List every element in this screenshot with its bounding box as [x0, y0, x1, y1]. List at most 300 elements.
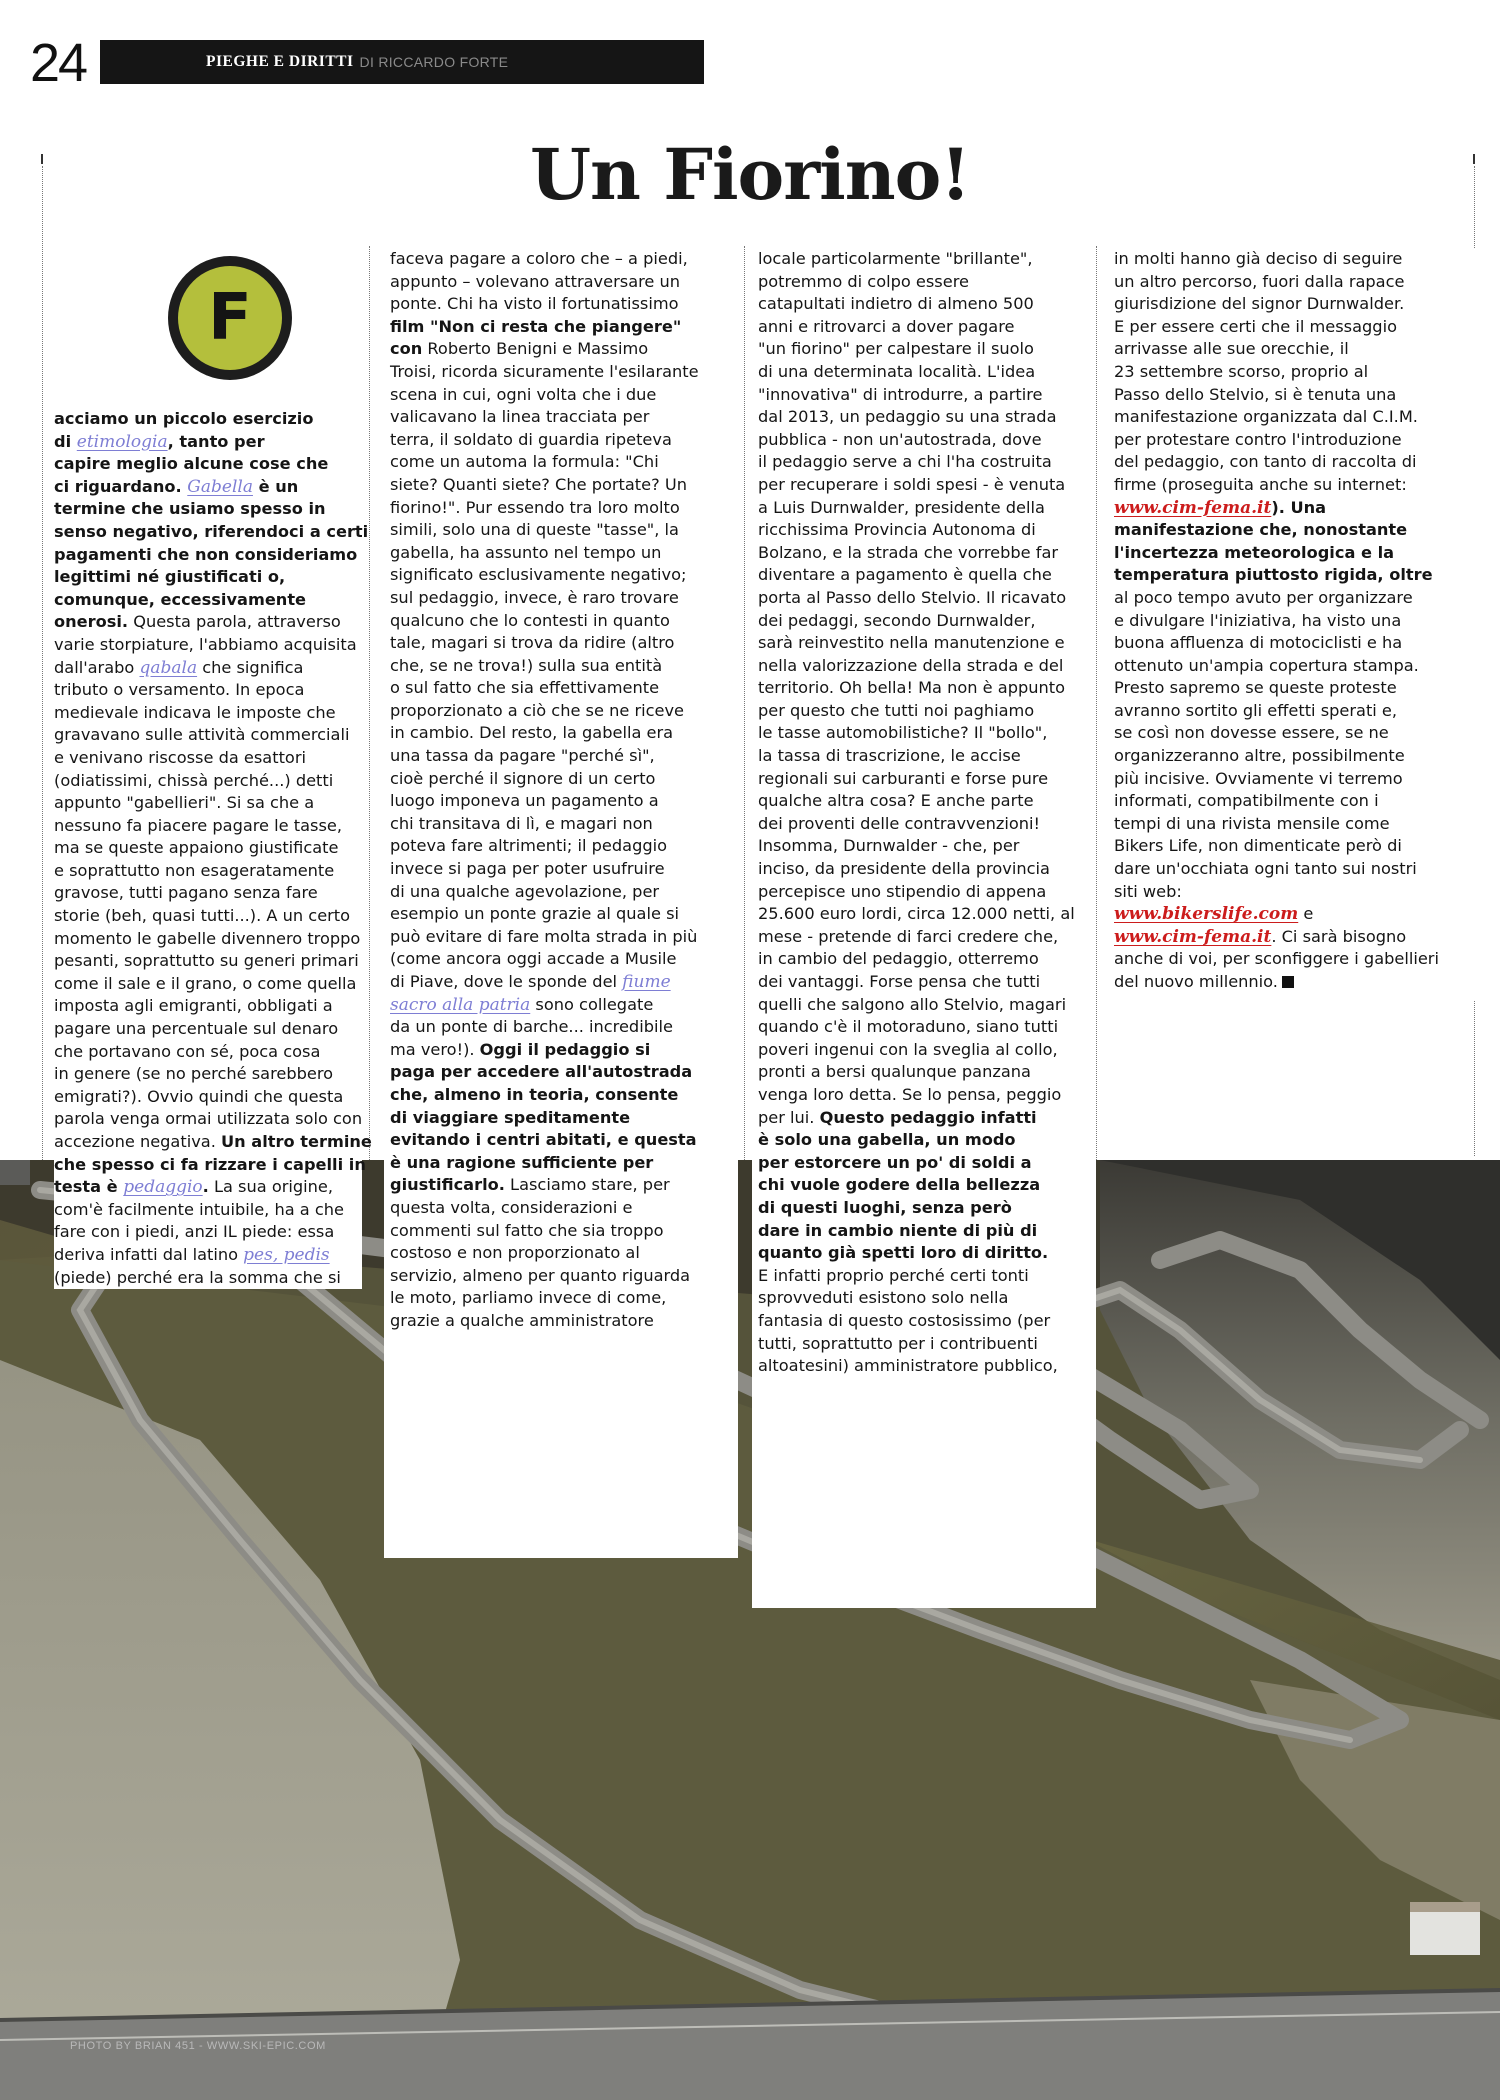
text-line [1114, 700, 1472, 723]
article-column-3 [752, 248, 1096, 1608]
body-text: qualche altra cosa? E anche parte [758, 791, 1034, 811]
text-line [390, 1039, 734, 1062]
body-text: tutti, soprattutto per i contribuenti [758, 1333, 1038, 1353]
body-text: porta al Passo dello Stelvio. Il ricavato [758, 587, 1067, 607]
body-text: chi transitava di lì, e magari non [390, 813, 653, 833]
body-text: dei proventi delle contravvenzioni! [758, 813, 1040, 833]
text-line [758, 655, 1092, 678]
body-text: faceva pagare a coloro che – a piedi, [390, 249, 688, 268]
drop-cap [168, 256, 292, 380]
body-text: Bikers Life, non dimenticate però di [1114, 836, 1402, 856]
body-text: nella valorizzazione della strada e del [758, 655, 1064, 675]
body-text: scena in cui, ogni volta che i due [390, 384, 657, 404]
text-line [390, 790, 734, 813]
text-line [1114, 338, 1472, 361]
text-line [1114, 971, 1472, 994]
text-line [390, 384, 734, 407]
body-text: come il sale e il grano, o come quella [54, 973, 357, 993]
body-text: le tasse automobilistiche? Il "bollo", [758, 723, 1048, 743]
bold-text: manifestazione che, nonostante [1114, 520, 1408, 540]
bold-text: pagamenti che non consideriamo [54, 544, 358, 564]
text-line [758, 587, 1092, 610]
body-text: ottenuto un'ampia copertura stampa. [1114, 655, 1419, 675]
body-text: una tassa da pagare "perché sì", [390, 746, 655, 766]
bold-text: termine che usiamo spesso in [54, 499, 326, 519]
text-line [758, 1287, 1092, 1310]
text-line [390, 1287, 734, 1310]
text-line [758, 745, 1092, 768]
body-text: medievale indicava le imposte che [54, 702, 336, 722]
body-text: siete? Quanti siete? Che portate? Un [390, 474, 687, 494]
text-line [758, 768, 1092, 791]
body-text: a Luis Durnwalder, presidente della [758, 497, 1045, 517]
bold-text: ci riguardano. [54, 476, 188, 496]
body-text: e [1298, 904, 1314, 924]
text-line [390, 722, 734, 745]
text-line [758, 361, 1092, 384]
text-line [390, 1242, 734, 1265]
body-text: dal 2013, un pedaggio su una strada [758, 407, 1057, 427]
text-line [758, 293, 1092, 316]
text-line [390, 881, 734, 904]
body-text: anni e ritrovarci a dover pagare [758, 316, 1015, 336]
drop-cap-ring [178, 266, 282, 370]
body-text: regionali sui carburanti e forse pure [758, 768, 1049, 788]
text-line [758, 881, 1092, 904]
body-text: che portavano con sé, poca cosa [54, 1041, 321, 1061]
body-text: di una qualche agevolazione, per [390, 881, 660, 901]
text-line [54, 1154, 366, 1177]
body-text: tempi di una rivista mensile come [1114, 813, 1390, 833]
text-line [758, 722, 1092, 745]
section-name: PIEGHE E DIRITTI [206, 53, 354, 70]
text-line [758, 519, 1092, 542]
text-line [390, 361, 734, 384]
text-line [54, 611, 358, 634]
body-text: luogo imponeva un pagamento a [390, 791, 659, 811]
body-text: fare con i piedi, anzi IL piede: essa [54, 1222, 335, 1242]
text-line [54, 408, 358, 431]
text-line [390, 858, 734, 881]
body-text: Insomma, Durnwalder - che, per [758, 836, 1020, 856]
body-text: (come ancora oggi accade a Musile [390, 949, 677, 969]
text-line [54, 1176, 358, 1199]
body-text: ma vero!). [390, 1039, 480, 1059]
text-line [1114, 564, 1472, 587]
body-text: percepisce uno stipendio di appena [758, 881, 1047, 901]
body-text: invece si paga per poter usufruire [390, 859, 665, 879]
body-text: o sul fatto che sia effettivamente [390, 678, 660, 698]
text-line [1114, 926, 1472, 949]
text-line [758, 1152, 1092, 1175]
bold-text: , tanto per [167, 431, 265, 451]
text-line [758, 1016, 1092, 1039]
bold-text: per estorcere un po' di soldi a [758, 1152, 1032, 1172]
text-line [390, 497, 734, 520]
body-text: venga loro detta. Se lo pensa, peggio [758, 1084, 1062, 1104]
text-line [390, 587, 734, 610]
text-line [390, 429, 734, 452]
body-text: del nuovo millennio. [1114, 972, 1278, 991]
text-line [1114, 406, 1472, 429]
body-text: dei vantaggi. Forse pensa che tutti [758, 972, 1041, 991]
body-text: deriva infatti dal latino [54, 1244, 244, 1264]
text-line [54, 973, 358, 996]
text-line [54, 1018, 358, 1041]
body-text: Presto sapremo se queste proteste [1114, 678, 1397, 698]
body-text: gabella, ha assunto nel tempo un [390, 542, 662, 562]
body-text: (piede) perché era la somma che si [54, 1267, 341, 1287]
text-line [1114, 813, 1472, 836]
body-text: se così non dovesse essere, se ne [1114, 723, 1389, 743]
text-line [758, 564, 1092, 587]
text-line [54, 702, 358, 725]
article-title: Un Fiorino! [529, 133, 971, 216]
bold-text: acciamo un piccolo esercizio [54, 409, 314, 428]
article-column-1 [54, 408, 372, 1289]
bold-text: capire meglio alcune cose che [54, 454, 329, 474]
text-line [758, 971, 1092, 994]
body-text: esempio un ponte grazie al quale si [390, 904, 679, 924]
body-text: parola venga ormai utilizzata solo con [54, 1109, 363, 1129]
text-line [54, 657, 358, 680]
body-text: manifestazione organizzata dal C.I.M. [1114, 407, 1418, 427]
body-text: poteva fare altrimenti; il pedaggio [390, 836, 668, 856]
body-text: com'è facilmente intuibile, ha a che [54, 1199, 344, 1219]
body-text: La sua origine, [208, 1177, 334, 1197]
text-line [758, 1107, 1092, 1130]
bold-text: è un [252, 476, 299, 496]
text-line [54, 1041, 358, 1064]
author-byline: DI RICCARDO FORTE [359, 54, 509, 70]
body-text: Troisi, ricorda sicuramente l'esilarante [390, 361, 699, 381]
text-line [758, 248, 1092, 271]
bold-text: evitando i centri abitati, e questa [390, 1130, 697, 1150]
body-text: mese - pretende di farci credere che, [758, 926, 1059, 946]
text-line [1114, 881, 1472, 904]
end-mark [1282, 976, 1294, 988]
text-line [54, 1063, 358, 1086]
bold-text: . [202, 1177, 209, 1197]
etymology-term: pedaggio [123, 1177, 203, 1198]
body-text: 23 settembre scorso, proprio al [1114, 361, 1369, 381]
text-line [390, 677, 734, 700]
body-text: in molti hanno già deciso di seguire [1114, 249, 1403, 268]
etymology-term: fiume [622, 972, 671, 992]
body-text: del pedaggio, con tanto di raccolta di [1114, 452, 1417, 472]
text-line [758, 1220, 1092, 1243]
text-line [390, 768, 734, 791]
body-text: imposta agli emigranti, obbligati a [54, 996, 333, 1016]
text-line [390, 1197, 734, 1220]
body-text: simili, solo una di queste "tasse", la [390, 520, 679, 540]
text-line [390, 406, 734, 429]
body-text: giurisdizione del signor Durnwalder. [1114, 294, 1405, 314]
body-text: che significa [197, 657, 304, 677]
body-text: altoatesini) amministratore pubblico, [758, 1356, 1058, 1376]
text-line [758, 835, 1092, 858]
text-line [758, 790, 1092, 813]
text-line [390, 835, 734, 858]
text-line [54, 1108, 363, 1131]
body-text: in genere (se no perché sarebbero [54, 1064, 334, 1084]
text-line [390, 813, 734, 836]
text-line [390, 451, 734, 474]
website-link[interactable]: www.cim-fema.it [1114, 497, 1272, 518]
body-text: ricchissima Provincia Autonoma di [758, 520, 1036, 540]
text-line [390, 1174, 734, 1197]
body-text: e divulgare l'iniziativa, ha visto una [1114, 610, 1402, 630]
body-text: quando c'è il motoraduno, siano tutti [758, 1017, 1059, 1037]
body-text: fantasia di questo costosissimo (per [758, 1310, 1051, 1330]
text-line [390, 248, 734, 271]
text-line [758, 994, 1092, 1017]
text-line [390, 1129, 734, 1152]
body-text: pronti a bersi qualunque panzana [758, 1062, 1031, 1082]
body-text: significato esclusivamente negativo; [390, 565, 687, 585]
text-line [390, 293, 734, 316]
bold-text: che spesso ci fa rizzare i capelli in [54, 1154, 366, 1174]
text-line [758, 271, 1092, 294]
body-text: E infatti proprio perché certi tonti [758, 1265, 1029, 1285]
body-text: sono collegate [530, 994, 654, 1014]
body-text: storie (beh, quasi tutti...). A un certo [54, 906, 351, 926]
text-line [54, 882, 358, 905]
text-line [1114, 361, 1472, 384]
bold-text: di [54, 431, 77, 451]
body-text: di una determinata località. L'idea [758, 361, 1036, 381]
bold-text: onerosi. [54, 612, 129, 632]
body-text: al poco tempo avuto per organizzare [1114, 587, 1413, 607]
text-line [1114, 384, 1472, 407]
body-text: cioè perché il signore di un certo [390, 768, 656, 788]
body-text: sarà reinvestito nella manutenzione e [758, 633, 1065, 653]
text-line [390, 519, 734, 542]
text-line [54, 995, 358, 1018]
text-line [758, 948, 1092, 971]
text-line [1114, 903, 1472, 926]
body-text: come un automa la formula: "Chi [390, 452, 659, 472]
text-line [1114, 519, 1472, 542]
bold-text: quanto già spetti loro di diritto. [758, 1243, 1049, 1263]
text-line [758, 316, 1092, 339]
photo-illustration [0, 1160, 1500, 2100]
text-line [1114, 248, 1472, 271]
body-text: Roberto Benigni e Massimo [422, 339, 649, 359]
website-link[interactable]: www.cim-fema.it [1114, 926, 1272, 947]
text-line [390, 564, 734, 587]
body-text: per questo che tutti noi paghiamo [758, 700, 1035, 720]
text-line [1114, 293, 1472, 316]
text-line [1114, 677, 1472, 700]
text-line [758, 677, 1092, 700]
text-line [758, 429, 1092, 452]
body-text: dare un'occhiata ogni tanto sui nostri [1114, 859, 1417, 879]
text-line [1114, 632, 1472, 655]
text-line [54, 905, 358, 928]
text-line [390, 1061, 734, 1084]
body-text: pubblica - non un'autostrada, dove [758, 429, 1042, 449]
body-text: ponte. Chi ha visto il fortunatissimo [390, 294, 679, 314]
etymology-term: qabala [139, 657, 198, 678]
body-text: in cambio del pedaggio, otterremo [758, 949, 1039, 969]
body-text: terra, il soldato di guardia ripeteva [390, 429, 672, 449]
text-line [54, 498, 358, 521]
bold-text: testa è [54, 1177, 124, 1197]
body-text: informati, compatibilmente con i [1114, 791, 1379, 811]
text-line [390, 1220, 734, 1243]
text-line [758, 451, 1092, 474]
body-text: territorio. Oh bella! Ma non è appunto [758, 678, 1066, 698]
body-text: più incisive. Ovviamente vi terremo [1114, 768, 1403, 788]
etymology-term: pes, pedis [243, 1244, 330, 1265]
body-text: per lui. [758, 1107, 820, 1127]
text-line [758, 610, 1092, 633]
body-text: e venivano riscosse da esattori [54, 747, 306, 767]
text-line [390, 1016, 734, 1039]
bold-text: dare in cambio niente di più di [758, 1220, 1038, 1240]
text-line [1114, 790, 1472, 813]
body-text: anche di voi, per sconfiggere i gabellieri [1114, 949, 1439, 969]
body-text: Passo dello Stelvio, si è tenuta una [1114, 384, 1397, 404]
body-text: di Piave, dove le sponde del [390, 972, 623, 991]
bold-text: l'incertezza meteorologica e la [1114, 542, 1395, 562]
text-line [758, 813, 1092, 836]
body-text: da un ponte di barche... incredibile [390, 1017, 673, 1037]
text-line [758, 474, 1092, 497]
text-line [54, 634, 358, 657]
text-line [54, 476, 358, 499]
text-line [54, 747, 358, 770]
text-line [1114, 722, 1472, 745]
body-text: e soprattutto non esageratamente [54, 860, 335, 880]
body-text: potremmo di colpo essere [758, 271, 969, 291]
text-line [758, 1310, 1092, 1333]
text-line [758, 384, 1092, 407]
body-text: buona affluenza di motociclisti e ha [1114, 633, 1403, 653]
text-line [54, 1267, 358, 1290]
body-text: varie storpiature, l'abbiamo acquisita [54, 634, 357, 654]
body-text: momento le gabelle divennero troppo [54, 928, 361, 948]
text-line [1114, 858, 1472, 881]
text-line [54, 1244, 358, 1267]
bold-text: giustificarlo. [390, 1175, 505, 1195]
text-line [54, 770, 358, 793]
text-line [1114, 610, 1472, 633]
bold-text: ). Una [1271, 497, 1327, 517]
body-text: avranno sortito gli effetti sperati e, [1114, 700, 1398, 720]
body-text: un altro percorso, fuori dalla rapace [1114, 271, 1405, 291]
body-text: per protestare contro l'introduzione [1114, 429, 1402, 449]
text-line [390, 745, 734, 768]
bold-text: chi vuole godere della bellezza [758, 1175, 1041, 1195]
text-line [758, 858, 1092, 881]
text-line [54, 453, 358, 476]
body-text: firme (proseguita anche su internet: [1114, 474, 1407, 494]
body-text: Bolzano, e la strada che vorrebbe far [758, 542, 1059, 562]
body-text: (odiatissimi, chissà perché...) detti [54, 770, 334, 790]
body-text: costoso e non proporzionato al [390, 1243, 640, 1263]
text-line [390, 948, 734, 971]
text-line [758, 338, 1092, 361]
text-line [390, 632, 734, 655]
bold-text: senso negativo, riferendoci a certi [54, 521, 369, 541]
body-text: siti web: [1114, 881, 1182, 901]
text-line [390, 994, 734, 1017]
text-line [758, 1242, 1092, 1265]
margin-tick-left [41, 154, 43, 164]
body-text: diventare a pagamento è quella che [758, 565, 1052, 585]
body-text: fiorino!". Pur essendo tra loro molto [390, 497, 680, 517]
website-link[interactable]: www.bikerslife.com [1114, 904, 1299, 925]
etymology-term: etimologia [76, 431, 168, 452]
text-line [54, 566, 358, 589]
body-text: la tassa di trascrizione, le accise [758, 746, 1021, 766]
body-text: dei pedaggi, secondo Durnwalder, [758, 610, 1036, 630]
text-line [54, 679, 358, 702]
text-line [1114, 497, 1472, 520]
body-text: arrivasse alle sue orecchie, il [1114, 339, 1349, 359]
body-text: . Ci sarà bisogno [1271, 926, 1407, 946]
page-number: 24 [30, 33, 87, 93]
text-line [54, 589, 358, 612]
bold-text: Un altro termine [221, 1132, 372, 1151]
bold-text: di viaggiare speditamente [390, 1107, 631, 1127]
text-line [54, 860, 358, 883]
text-line [390, 1084, 734, 1107]
body-text: qualcuno che lo contesti in quanto [390, 610, 670, 630]
bold-text: di questi luoghi, senza però [758, 1197, 1012, 1217]
text-line [390, 700, 734, 723]
text-line [758, 1039, 1092, 1062]
text-line [758, 1129, 1092, 1152]
text-line [54, 815, 358, 838]
bold-text: paga per accedere all'autostrada [390, 1062, 693, 1082]
body-text: 25.600 euro lordi, circa 12.000 netti, al [758, 904, 1075, 924]
bold-text: è una ragione sufficiente per [390, 1152, 654, 1172]
text-line [758, 1197, 1092, 1220]
text-line [758, 1265, 1092, 1288]
body-text: nessuno fa piacere pagare le tasse, [54, 815, 343, 835]
text-line [390, 655, 734, 678]
body-text: in cambio. Del resto, la gabella era [390, 723, 674, 743]
body-text: appunto "gabellieri". Si sa che a [54, 793, 315, 813]
text-line [390, 1152, 734, 1175]
text-line [758, 1333, 1092, 1356]
stelvio-pass-photo [0, 1160, 1500, 2100]
body-text: proporzionato a ciò che se ne riceve [390, 700, 685, 720]
text-line [390, 474, 734, 497]
body-text: "un fiorino" per calpestare il suolo [758, 339, 1034, 359]
text-line [1114, 451, 1472, 474]
body-text: che, se ne trova!) sulla sua entità [390, 655, 663, 675]
text-line [54, 724, 358, 747]
body-text: emigrati?). Ovvio quindi che questa [54, 1086, 344, 1106]
bold-text: che, almeno in teoria, consente [390, 1084, 679, 1104]
text-line [1114, 474, 1472, 497]
body-text: accezione negativa. [54, 1132, 221, 1151]
text-line [1114, 745, 1472, 768]
text-line [1114, 587, 1472, 610]
body-text: grazie a qualche amministratore [390, 1310, 654, 1330]
text-line [1114, 429, 1472, 452]
text-line [758, 632, 1092, 655]
text-line [390, 926, 734, 949]
body-text: catapultati indietro di almeno 500 [758, 294, 1034, 314]
body-text: Lasciamo stare, per [504, 1175, 670, 1195]
text-line [1114, 316, 1472, 339]
text-line [390, 1310, 734, 1333]
